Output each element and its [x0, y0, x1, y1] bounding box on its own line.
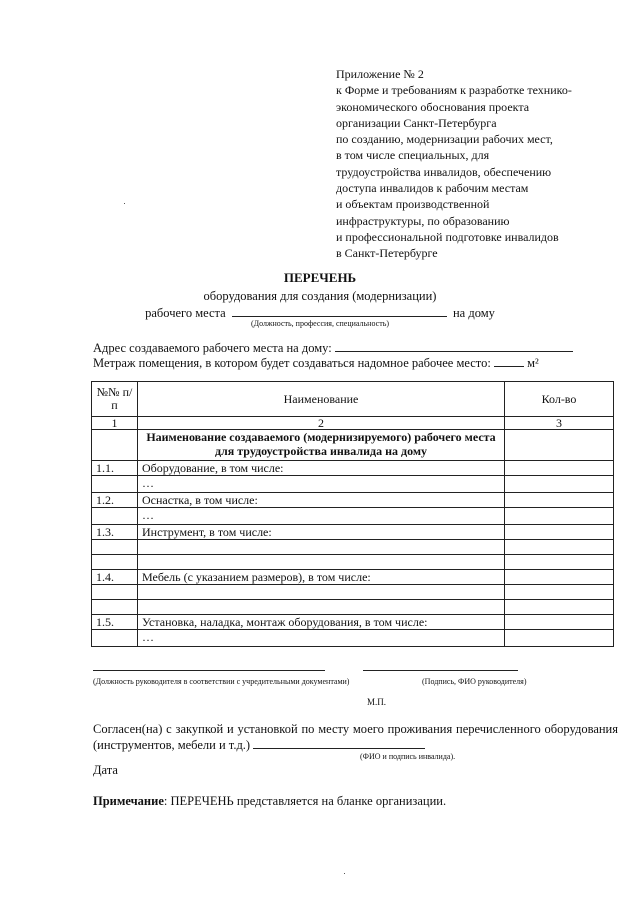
row-name [138, 555, 505, 570]
note-text: : ПЕРЕЧЕНЬ представляется на бланке организации. [163, 794, 447, 808]
appendix-line: к Форме и требованиям к разработке технико- [336, 83, 572, 98]
document-subtitle: оборудования для создания (модернизации) [203, 289, 437, 303]
row-num [92, 508, 138, 525]
area-label: Метраж помещения, в котором будет создаваться надомное рабочее место: [93, 356, 491, 370]
section-title: Наименование создаваемого (модернизируемого) рабочего места для трудоустройства инвалида на дому [138, 430, 505, 461]
stamp-label: М.П. [367, 697, 387, 707]
row-num: 1.2. [92, 493, 138, 508]
section-num-cell [92, 430, 138, 461]
table-row [92, 476, 614, 493]
area-blank [494, 355, 524, 367]
address-blank [335, 340, 573, 352]
row-num: 1.5. [92, 615, 138, 630]
table-row [92, 540, 614, 555]
row-qty [505, 476, 614, 493]
workplace-label: рабочего места [145, 306, 226, 320]
row-name: Оборудование, в том числе: [138, 461, 505, 476]
workplace-hint: (Должность, профессия, специальность) [250, 319, 390, 328]
date-label: Дата [93, 763, 118, 777]
appendix-line: Приложение № 2 [336, 67, 424, 81]
row-name [138, 585, 505, 600]
row-name: Инструмент, в том числе: [138, 525, 505, 540]
table-row [92, 570, 614, 585]
appendix-line: в Санкт-Петербурге [336, 246, 438, 261]
table-row [92, 555, 614, 570]
row-name: Мебель (с указанием размеров), в том числе: [138, 570, 505, 585]
note-label: Примечание [93, 794, 164, 808]
appendix-line: экономического обоснования проекта [336, 99, 530, 114]
table-row [92, 585, 614, 600]
row-num [92, 540, 138, 555]
section-qty-cell [505, 430, 614, 461]
row-num: 1.3. [92, 525, 138, 540]
appendix-block [336, 66, 636, 262]
row-name: Установка, наладка, монтаж оборудования, в том числе: [138, 615, 505, 630]
header-name: Наименование [138, 382, 505, 417]
row-qty [505, 555, 614, 570]
appendix-line: и профессиональной подготовке инвалидов [336, 229, 559, 244]
row-num [92, 555, 138, 570]
appendix-line: в том числе специальных, для [336, 148, 490, 163]
row-name: … [138, 630, 505, 647]
appendix-line: доступа инвалидов к рабочим местам [336, 181, 529, 196]
row-num: 1.1. [92, 461, 138, 476]
appendix-line: и объектам производственной [336, 197, 490, 212]
col-num-3: 3 [505, 417, 614, 430]
scan-speck [124, 203, 125, 204]
appendix-line: по созданию, модернизации рабочих мест, [336, 132, 553, 147]
row-qty [505, 493, 614, 508]
table-row [92, 525, 614, 540]
row-num [92, 630, 138, 647]
row-num [92, 600, 138, 615]
agreement-text [93, 721, 618, 753]
col-num-1: 1 [92, 417, 138, 430]
row-name: … [138, 508, 505, 525]
table-number-row [92, 417, 614, 430]
row-qty [505, 600, 614, 615]
row-qty [505, 508, 614, 525]
table-row [92, 461, 614, 476]
appendix-line: организации Санкт-Петербурга [336, 115, 497, 130]
agreement-hint: (ФИО и подпись инвалида). [360, 752, 456, 761]
row-qty [505, 570, 614, 585]
col-num-2: 2 [138, 417, 505, 430]
row-qty [505, 615, 614, 630]
table-section-row [92, 430, 614, 461]
equipment-table [91, 381, 614, 647]
row-name: … [138, 476, 505, 493]
area-line [93, 355, 539, 371]
row-num [92, 476, 138, 493]
head-signature-line [363, 670, 518, 671]
head-signature-hint: (Подпись, ФИО руководителя) [422, 677, 527, 686]
document-title: ПЕРЕЧЕНЬ [283, 270, 357, 285]
row-num [92, 585, 138, 600]
table-header-row [92, 382, 614, 417]
row-qty [505, 461, 614, 476]
area-unit: м² [527, 356, 539, 370]
position-hint: (Должность руководителя в соответствии с учредительными документами) [93, 677, 350, 686]
row-qty [505, 630, 614, 647]
row-num: 1.4. [92, 570, 138, 585]
row-qty [505, 525, 614, 540]
note-line [93, 794, 446, 809]
row-qty [505, 540, 614, 555]
workplace-suffix: на дому [452, 306, 495, 320]
header-num: №№ п/п [92, 382, 138, 417]
appendix-line: инфраструктуры, по образованию [336, 213, 510, 228]
agreement-sentence: Согласен(на) с закупкой и установкой по месту моего проживания перечисленного оборудования (инструментов, мебели и т.д.) [93, 722, 618, 752]
row-name: Оснастка, в том числе: [138, 493, 505, 508]
position-signature-line [93, 670, 325, 671]
table-row [92, 630, 614, 647]
row-qty [505, 585, 614, 600]
table-row [92, 600, 614, 615]
workplace-blank [232, 305, 447, 317]
table-row [92, 508, 614, 525]
scan-speck [344, 873, 345, 874]
appendix-line: трудоустройства инвалидов, обеспечению [336, 164, 552, 179]
header-qty: Кол-во [505, 382, 614, 417]
table-row [92, 493, 614, 508]
address-line [93, 340, 573, 356]
table-row [92, 615, 614, 630]
row-name [138, 600, 505, 615]
address-label: Адрес создаваемого рабочего места на дому: [93, 341, 332, 355]
row-name [138, 540, 505, 555]
agreement-blank [253, 737, 425, 749]
